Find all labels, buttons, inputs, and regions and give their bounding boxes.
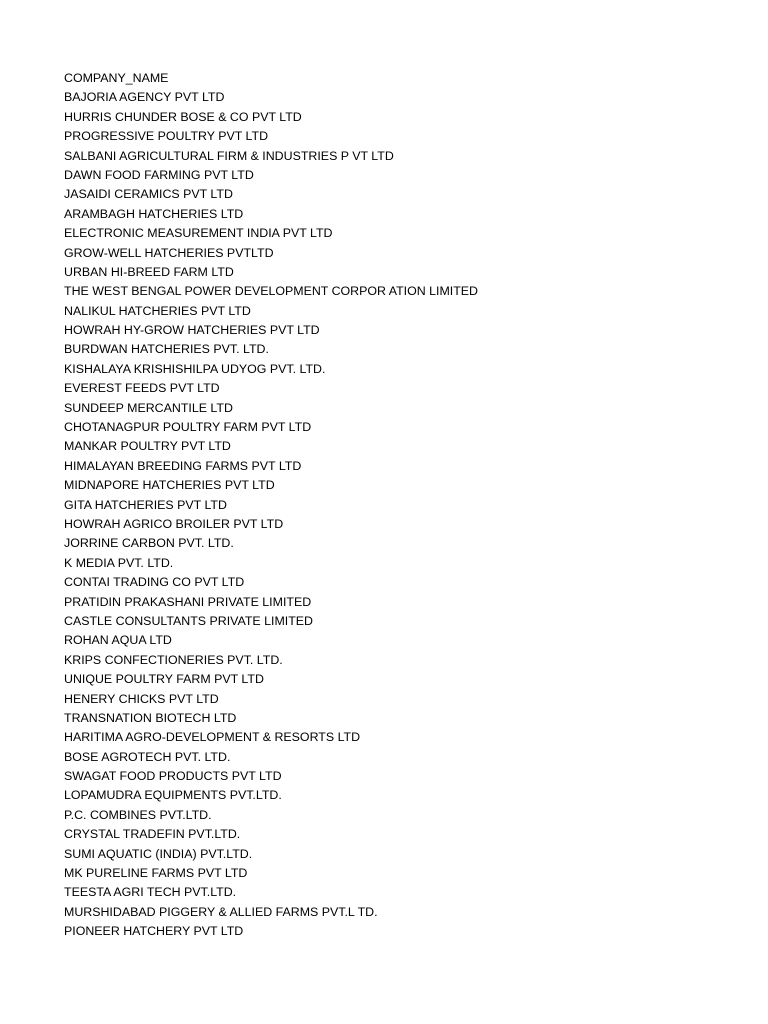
company-row: MANKAR POULTRY PVT LTD	[64, 439, 231, 454]
company-row: PROGRESSIVE POULTRY PVT LTD	[64, 129, 269, 144]
company-row: SWAGAT FOOD PRODUCTS PVT LTD	[64, 769, 282, 784]
company-row: LOPAMUDRA EQUIPMENTS PVT.LTD.	[64, 788, 282, 803]
company-row: MIDNAPORE HATCHERIES PVT LTD	[64, 478, 275, 493]
company-row: PIONEER HATCHERY PVT LTD	[64, 924, 244, 939]
company-row: CASTLE CONSULTANTS PRIVATE LIMITED	[64, 613, 313, 628]
company-row: MURSHIDABAD PIGGERY & ALLIED FARMS PVT.L TD.	[64, 904, 378, 919]
company-row: CHOTANAGPUR POULTRY FARM PVT LTD	[64, 420, 312, 435]
company-row: ROHAN AQUA LTD	[64, 633, 172, 648]
company-row: P.C. COMBINES PVT.LTD.	[64, 807, 212, 822]
company-row: URBAN HI-BREED FARM LTD	[64, 264, 234, 279]
company-row: THE WEST BENGAL POWER DEVELOPMENT CORPOR ATION LIMITED	[64, 284, 479, 299]
company-row: BOSE AGROTECH PVT. LTD.	[64, 749, 231, 764]
company-row: TEESTA AGRI TECH PVT.LTD.	[64, 885, 237, 900]
company-row: TRANSNATION BIOTECH LTD	[64, 710, 237, 725]
company-row: CONTAI TRADING CO PVT LTD	[64, 575, 245, 590]
company-row: CRYSTAL TRADEFIN PVT.LTD.	[64, 827, 241, 842]
company-row: JORRINE CARBON PVT. LTD.	[64, 536, 234, 551]
company-row: HARITIMA AGRO-DEVELOPMENT & RESORTS LTD	[64, 730, 361, 745]
company-row: SALBANI AGRICULTURAL FIRM & INDUSTRIES P VT LTD	[64, 148, 394, 163]
company-row: HOWRAH HY-GROW HATCHERIES PVT LTD	[64, 323, 320, 338]
company-row: DAWN FOOD FARMING PVT LTD	[64, 167, 254, 182]
company-row: EVEREST FEEDS PVT LTD	[64, 381, 220, 396]
company-row: ELECTRONIC MEASUREMENT INDIA PVT LTD	[64, 226, 333, 241]
company-row: HENERY CHICKS PVT LTD	[64, 691, 219, 706]
company-row: K MEDIA PVT. LTD.	[64, 555, 174, 570]
company-row: KRIPS CONFECTIONERIES PVT. LTD.	[64, 652, 283, 667]
company-row: NALIKUL HATCHERIES PVT LTD	[64, 303, 251, 318]
company-row: UNIQUE POULTRY FARM PVT LTD	[64, 672, 264, 687]
company-row: SUNDEEP MERCANTILE LTD	[64, 400, 233, 415]
company-row: BURDWAN HATCHERIES PVT. LTD.	[64, 342, 269, 357]
company-row: BAJORIA AGENCY PVT LTD	[64, 90, 225, 105]
column-header: COMPANY_NAME	[64, 71, 169, 85]
company-row: HIMALAYAN BREEDING FARMS PVT LTD	[64, 458, 302, 473]
company-row: SUMI AQUATIC (INDIA) PVT.LTD.	[64, 846, 253, 861]
company-row: ARAMBAGH HATCHERIES LTD	[64, 206, 244, 221]
company-row: MK PURELINE FARMS PVT LTD	[64, 866, 248, 881]
company-row: PRATIDIN PRAKASHANI PRIVATE LIMITED	[64, 594, 312, 609]
company-row: GITA HATCHERIES PVT LTD	[64, 497, 227, 512]
company-row: JASAIDI CERAMICS PVT LTD	[64, 187, 233, 202]
company-row: KISHALAYA KRISHISHILPA UDYOG PVT. LTD.	[64, 361, 326, 376]
company-list	[64, 69, 478, 942]
company-row: GROW-WELL HATCHERIES PVTLTD	[64, 245, 274, 260]
company-row: HOWRAH AGRICO BROILER PVT LTD	[64, 516, 284, 531]
company-row: HURRIS CHUNDER BOSE & CO PVT LTD	[64, 109, 302, 124]
